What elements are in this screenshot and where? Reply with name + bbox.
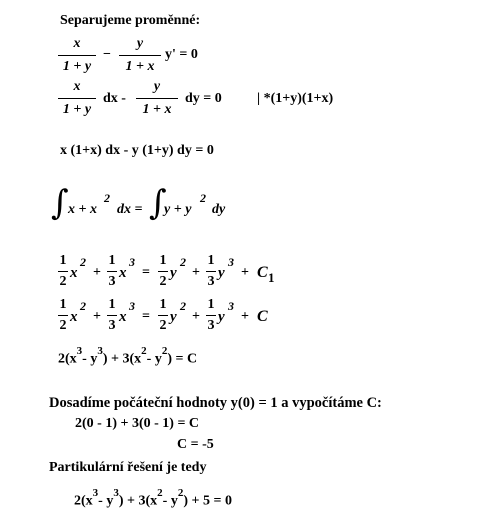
eq5-exp2-a: 2 <box>80 255 86 269</box>
paragraph-particular: Partikulární řešení je tedy <box>49 460 207 475</box>
eq2-frac-b-den: 1 + x <box>142 102 172 117</box>
eq7-part-a: 2(x <box>58 351 77 367</box>
eq6-half-a <box>58 298 68 333</box>
eq2-fraction-a <box>58 80 96 117</box>
eq4-left-exp: 2 <box>104 191 110 205</box>
eq7-exp2b: 2 <box>161 345 168 357</box>
eq6-x-b: x <box>119 309 127 325</box>
eq5-x-a: x <box>70 265 78 281</box>
final-exp3: 3 <box>92 487 99 499</box>
eq2-fraction-b <box>136 80 178 117</box>
eq2-frac-b-num: y <box>153 79 161 94</box>
eq6-third-a-den: 3 <box>108 318 116 333</box>
eq4-left-d: dx = <box>117 202 143 217</box>
eq7-part-b: - y <box>82 351 98 367</box>
eq5-half-b <box>158 254 168 289</box>
eq6-equals: = <box>142 309 150 324</box>
eq6-third-a <box>107 298 117 333</box>
eq5-third-b-num: 1 <box>207 253 215 268</box>
eq2-frac-a-den: 1 + y <box>62 102 92 117</box>
fraction-bar <box>206 271 216 272</box>
eq5-equals: = <box>142 265 150 280</box>
final-part-a: 2(x <box>74 493 93 509</box>
final-part-b: - y <box>98 493 114 509</box>
eq1-frac-a-den: 1 + y <box>62 59 92 74</box>
eq5-third-a-num: 1 <box>108 253 116 268</box>
eq5-plus-b: + <box>192 265 200 280</box>
eq1-frac-b-num: y <box>136 36 144 51</box>
eq5-constant: C <box>257 264 268 281</box>
eq7 <box>58 345 198 367</box>
eq6-plus-c: + <box>241 309 249 324</box>
final-part-c: ) + 3(x <box>118 493 158 509</box>
eq6-exp3-b: 3 <box>228 299 234 313</box>
eq6-half-b-den: 2 <box>159 318 167 333</box>
eq6-exp3-a: 3 <box>129 299 135 313</box>
eq4-right-exp: 2 <box>200 191 206 205</box>
final-exp2: 2 <box>157 487 163 499</box>
eq7-part-e: ) = C <box>167 351 198 367</box>
eq1-fraction-a <box>58 37 96 74</box>
fraction-bar <box>119 55 161 56</box>
fraction-bar <box>107 271 117 272</box>
calc-line-1: 2(0 - 1) + 3(0 - 1) = C <box>75 416 200 431</box>
eq1-frac-a-num: x <box>73 36 81 51</box>
final-exp2b: 2 <box>177 487 184 499</box>
fraction-bar <box>158 271 168 272</box>
fraction-bar <box>206 315 216 316</box>
eq5-plus-a: + <box>93 265 101 280</box>
eq5-plus-c: + <box>241 265 249 280</box>
eq5-y-a: y <box>170 265 177 281</box>
eq5-constant-sub: 1 <box>268 270 275 285</box>
fraction-bar <box>158 315 168 316</box>
eq2-frac-a-num: x <box>73 79 81 94</box>
eq4-right-d: dy <box>212 202 226 217</box>
final-part-d: - y <box>162 493 178 509</box>
eq5-y-b: y <box>218 265 225 281</box>
eq6-x-a: x <box>70 309 78 325</box>
eq3: x (1+x) dx - y (1+y) dy = 0 <box>60 143 214 158</box>
eq5-exp2-b: 2 <box>180 255 186 269</box>
eq5-exp3-b: 3 <box>228 255 234 269</box>
eq6-third-b-num: 1 <box>207 297 215 312</box>
eq7-exp3: 3 <box>76 345 83 357</box>
eq6-half-a-num: 1 <box>59 297 67 312</box>
eq5-third-a-den: 3 <box>108 274 116 289</box>
final-equation <box>74 487 232 509</box>
eq4-left: x + x <box>68 202 97 217</box>
eq4-right: y + y <box>164 202 192 217</box>
eq5-third-b-den: 3 <box>207 274 215 289</box>
eq6-exp2-b: 2 <box>180 299 186 313</box>
eq5-x-b: x <box>119 265 127 281</box>
fraction-bar <box>58 55 96 56</box>
eq7-part-c: ) + 3(x <box>102 351 142 367</box>
eq5-half-b-num: 1 <box>159 253 167 268</box>
eq6-third-a-num: 1 <box>108 297 116 312</box>
eq2-note: | *(1+y)(1+x) <box>257 91 334 106</box>
eq1-fraction-b <box>119 37 161 74</box>
eq5-half-a <box>58 254 68 289</box>
final-exp3b: 3 <box>113 487 119 499</box>
eq5-half-a-den: 2 <box>59 274 67 289</box>
eq7-exp2: 2 <box>141 345 147 357</box>
heading: Separujeme proměnné: <box>60 13 201 28</box>
eq1-operator: − <box>103 47 111 62</box>
paragraph-initial-values: Dosadíme počáteční hodnoty y(0) = 1 a vypočítáme C: <box>49 395 382 411</box>
integral-sign-right: ∫ <box>149 183 167 223</box>
eq6-exp2-a: 2 <box>80 299 86 313</box>
fraction-bar <box>136 98 178 99</box>
final-part-e: ) + 5 = 0 <box>183 493 232 509</box>
eq6-half-a-den: 2 <box>59 318 67 333</box>
eq5-half-a-num: 1 <box>59 253 67 268</box>
fraction-bar <box>58 315 68 316</box>
eq1-frac-b-den: 1 + x <box>125 59 155 74</box>
eq6-half-b <box>158 298 168 333</box>
fraction-bar <box>58 271 68 272</box>
eq6-constant: C <box>257 308 268 325</box>
fraction-bar <box>107 315 117 316</box>
calc-line-2: C = -5 <box>177 437 214 452</box>
eq6-plus-a: + <box>93 309 101 324</box>
eq7-part-d: - y <box>146 351 162 367</box>
eq1-tail: y' = 0 <box>165 47 198 62</box>
fraction-bar <box>58 98 96 99</box>
eq6-third-b-den: 3 <box>207 318 215 333</box>
eq2-mid: dx - <box>103 91 126 106</box>
eq7-exp3b: 3 <box>97 345 103 357</box>
eq6-y-b: y <box>218 309 225 325</box>
eq2-tail: dy = 0 <box>185 91 222 106</box>
eq6-third-b <box>206 298 216 333</box>
eq5-third-a <box>107 254 117 289</box>
eq6-y-a: y <box>170 309 177 325</box>
integral-sign-left: ∫ <box>51 183 69 223</box>
eq5-third-b <box>206 254 216 289</box>
eq5-exp3-a: 3 <box>129 255 135 269</box>
eq5-half-b-den: 2 <box>159 274 167 289</box>
eq6-plus-b: + <box>192 309 200 324</box>
eq6-half-b-num: 1 <box>159 297 167 312</box>
